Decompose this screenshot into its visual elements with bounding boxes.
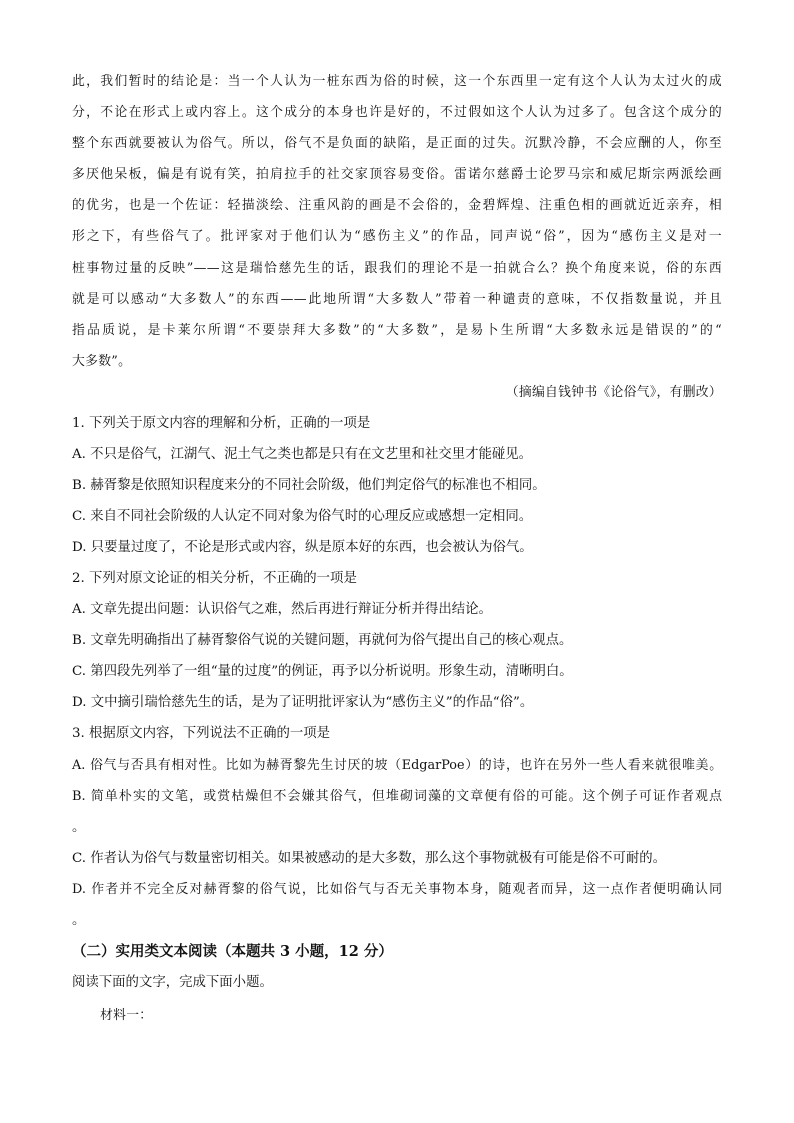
section-instruction: 阅读下面的文字，完成下面小题。	[72, 975, 273, 990]
passage-line: 此，我们暂时的结论是：当一个人认为一桩东西为俗的时候，这一个东西里一定有这个人认为太过火的成	[72, 74, 722, 89]
question-option-continuation: 。	[72, 913, 86, 928]
question-option: C. 作者认为俗气与数量密切相关。如果被感动的是大多数，那么这个事物就极有可能是俗不可耐的。	[72, 851, 667, 866]
question-option-continuation: 。	[72, 820, 86, 835]
passage-source: （摘编自钱钟书《论俗气》，有删改）	[505, 385, 722, 400]
passage-line: 的优劣，也是一个佐证：轻描淡绘、注重风韵的画是不会俗的，金碧辉煌、注重色相的画就近近亲弃，相	[72, 198, 722, 213]
passage-line: 形之下，有些俗气了。批评家对于他们认为“感伤主义”的作品，同声说“俗”，因为“感伤主义是对一	[72, 229, 722, 244]
question-option: B. 赫胥黎是依照知识程度来分的不同社会阶级，他们判定俗气的标准也不相同。	[72, 478, 546, 493]
question-option: B. 简单朴实的文笔，或赏枯燥但不会嫌其俗气，但堆砌词藻的文章便有俗的可能。这个例子可证作者观点	[72, 789, 722, 804]
passage-line: 桩事物过量的反映”——这是瑞恰慈先生的话，跟我们的理论不是一拍就合么？换个角度来说，俗的东西	[72, 261, 722, 276]
passage-line: 大多数”。	[72, 354, 132, 369]
section-heading: （二）实用类文本阅读（本题共 3 小题，12 分）	[72, 943, 393, 960]
passage-line: 整个东西就要被认为俗气。所以，俗气不是负面的缺陷，是正面的过失。沉默冷静，不会应酬的人，你至	[72, 136, 722, 151]
question-option: C. 第四段先列举了一组“量的过度”的例证，再予以分析说明。形象生动，清晰明白。	[72, 664, 573, 679]
question-option: B. 文章先明确指出了赫胥黎俗气说的关键问题，再就何为俗气提出自己的核心观点。	[72, 633, 573, 648]
question-option: D. 文中摘引瑞恰慈先生的话，是为了证明批评家认为“感伤主义”的作品“俗”。	[72, 695, 534, 710]
question-option: D. 作者并不完全反对赫胥黎的俗气说，比如俗气与否无关事物本身，随观者而异，这一点作者便明确认同	[72, 882, 722, 897]
question-option: A. 不只是俗气，江湖气、泥土气之类也都是只有在文艺里和社交里才能碰见。	[72, 447, 533, 462]
question-option: D. 只要量过度了，不论是形式或内容，纵是原本好的东西，也会被认为俗气。	[72, 540, 533, 555]
passage-line: 就是可以感动“大多数人”的东西——此地所谓“大多数人”带着一种谴责的意味，不仅指数量说，并且	[72, 292, 722, 307]
material-label: 材料一：	[100, 1008, 153, 1023]
passage-line: 指品质说，是卡莱尔所谓“不要崇拜大多数”的“大多数”，是易卜生所谓“大多数永远是错误的”的“	[72, 323, 722, 338]
question-option: C. 来自不同社会阶级的人认定不同对象为俗气时的心理反应或感想一定相同。	[72, 509, 533, 524]
passage-line: 分，不论在形式上或内容上。这个成分的本身也许是好的，不过假如这个人认为过多了。包含这个成分的	[72, 105, 722, 120]
question-stem: 3. 根据原文内容，下列说法不正确的一项是	[72, 726, 331, 741]
question-stem: 1. 下列关于原文内容的理解和分析，正确的一项是	[72, 416, 371, 431]
question-stem: 2. 下列对原文论证的相关分析，不正确的一项是	[72, 571, 357, 586]
question-option: A. 文章先提出问题：认识俗气之难，然后再进行辩证分析并得出结论。	[72, 602, 492, 617]
question-option: A. 俗气与否具有相对性。比如为赫胥黎先生讨厌的坡（EdgarPoe）的诗，也许在另外一些人看来就很唯美。	[72, 758, 722, 773]
passage-line: 多厌他呆板，偏是有说有笑，拍肩拉手的社交家顶容易变俗。雷诺尔慈爵士论罗马宗和威尼斯宗两派绘画	[72, 167, 722, 182]
